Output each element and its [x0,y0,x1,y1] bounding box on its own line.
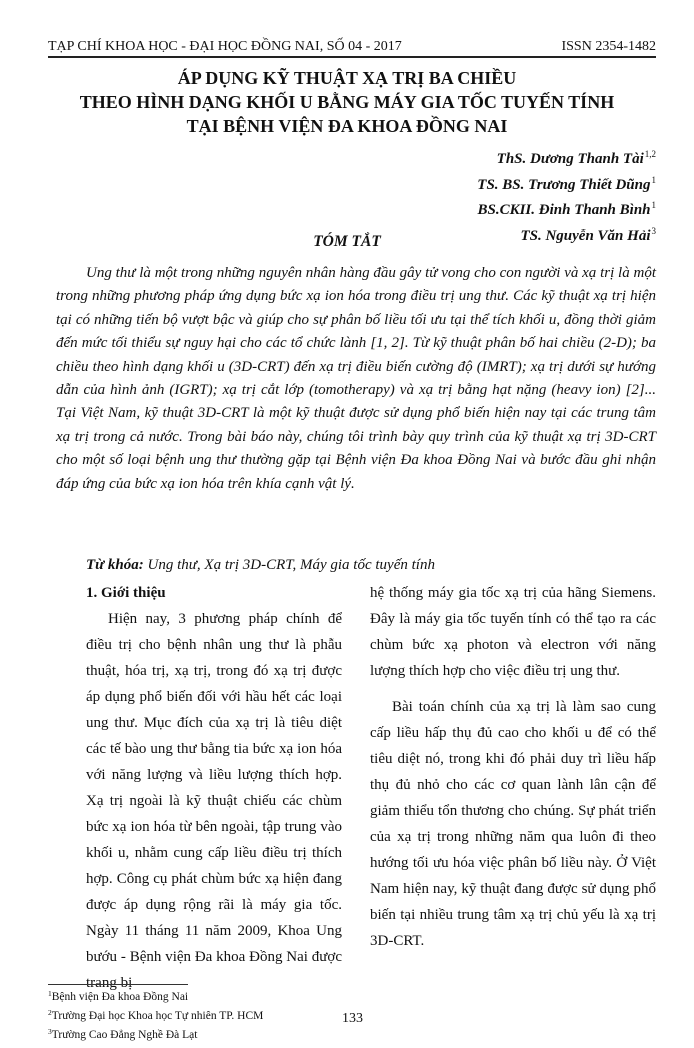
abstract-text: Ung thư là một trong những nguyên nhân hàng đầu gây tử vong cho con người và xạ trị là một trong những phương pháp ứng dụng bức xạ ion hóa trong điều trị ung thư. Các kỹ thuật xạ trị hiện tại có những tiến bộ vượt bậc và giúp cho sự phân bố liều tối ưu tại thể tích khối u, đồng thời giảm đến mức tối thiểu sự nguy hại cho các tổ chức lành [1, 2]. Từ kỹ thuật phân bố hai chiều (2-D); ba chiều theo hình dạng khối u (3D-CRT) đến xạ trị điều biến cường độ (IMRT); xạ trị dưới sự hướng dẫn của hình ảnh (IGRT); xạ trị cắt lớp (tomotherapy) và xạ trị bằng hạt nặng (heavy ion) [2]... Tại Việt Nam, kỹ thuật 3D-CRT là một kỹ thuật được sử dụng phổ biến hiện nay tại các trung tâm xạ trị trong cả nước. Trong bài báo này, chúng tôi trình bày quy trình của kỹ thuật xạ trị 3D-CRT cho một số loại bệnh ung thư thường gặp tại Bệnh viện Đa khoa Đồng Nai và bước đầu ghi nhận đáp ứng của bức xạ ion hóa trên khía cạnh vật lý. [56,265,656,492]
footnote [48,986,348,1005]
section-heading: 1. Giới thiệu [86,585,166,601]
left-column [86,580,342,996]
footnote-mark: 3 [48,1027,52,1036]
issn: ISSN 2354-1482 [561,39,656,54]
author-affiliation: 1 [651,200,656,210]
author-list [477,144,656,246]
journal-name: TẠP CHÍ KHOA HỌC - ĐẠI HỌC ĐỒNG NAI, SỐ 04 - 2017 [48,39,402,54]
author [477,195,656,221]
header-rule [48,56,656,58]
footnote-mark: 2 [48,1008,52,1017]
keywords-label: Từ khóa: [86,557,144,573]
footnotes [48,986,348,1043]
footnote-text: Trường Đại học Khoa học Tự nhiên TP. HCM [51,1010,264,1022]
title-line-1: ÁP DỤNG KỸ THUẬT XẠ TRỊ BA CHIỀU [177,68,517,88]
author-affiliation: 1 [651,174,656,185]
keywords [86,555,656,575]
body-paragraph: Bài toán chính của xạ trị là làm sao cung cấp liều hấp thụ đủ cao cho khối u để có thể tiêu diệt nó, trong khi đó phải duy trì liều hấp thụ đủ nhỏ cho các cơ quan lành lân cận để giảm thiểu tổn thương cho chúng. Sự phát triển của xạ trị trong những năm qua luôn đi theo hướng tối ưu hóa việc phân bố liều này. Ở Việt Nam hiện nay, kỹ thuật đang được sử dụng phổ biến tại nhiều trung tâm xạ trị chủ yếu là xạ trị 3D-CRT. [370,699,656,949]
footnote [48,1024,348,1043]
page-number: 133 [342,1011,363,1026]
author-name: BS.CKII. Đinh Thanh Bình [477,202,651,218]
title-line-2: THEO HÌNH DẠNG KHỐI U BẰNG MÁY GIA TỐC TUYẾN TÍNH [79,92,615,112]
footnote [48,1005,348,1024]
body-paragraph-continued: hệ thống máy gia tốc xạ trị của hãng Siemens. Đây là máy gia tốc tuyến tính có thể tạo ra các chùm bức xạ photon và electron với năng lượng thích hợp cho việc điều trị ung thư. [370,585,656,679]
author-name: TS. BS. Trương Thiết Dũng [477,176,651,193]
author-name: ThS. Dương Thanh Tài [496,151,644,167]
keywords-text: Ung thư, Xạ trị 3D-CRT, Máy gia tốc tuyến tính [147,557,435,573]
author-affiliation: 3 [651,225,656,236]
right-column [370,580,656,954]
author-name: TS. Nguyễn Văn Hải [520,227,651,244]
title-line-3: TẠI BỆNH VIỆN ĐA KHOA ĐỒNG NAI [186,116,508,136]
footnote-mark: 1 [48,989,52,998]
body-paragraph: Hiện nay, 3 phương pháp chính để điều trị cho bệnh nhân ung thư là phẫu thuật, hóa trị, xạ trị, trong đó xạ trị được áp dụng phổ biến đối với hầu hết các loại ung thư. Mục đích của xạ trị là tiêu diệt các tế bào ung thư bằng tia bức xạ ion hóa với năng lượng và liều lượng thích hợp. Xạ trị ngoài là kỹ thuật chiếu các chùm bức xạ ion hóa từ bên ngoài, tập trung vào khối u, nhằm cung cấp liều điều trị thích hợp. Công cụ phát chùm bức xạ hiện đang được áp dụng rộng rãi là máy gia tốc. Ngày 11 tháng 11 năm 2009, Khoa Ung bướu - Bệnh viện Đa khoa Đồng Nai được trang bị [86,611,342,991]
article-title [40,66,654,138]
author [477,144,656,170]
footnote-text: Bệnh viện Đa khoa Đồng Nai [51,991,189,1003]
footnote-rule [48,984,188,985]
author-affiliation: 1,2 [644,149,656,159]
abstract-heading: TÓM TẮT [313,233,381,250]
author [477,170,656,196]
footnote-text: Trường Cao Đẳng Nghề Đà Lạt [51,1029,198,1041]
